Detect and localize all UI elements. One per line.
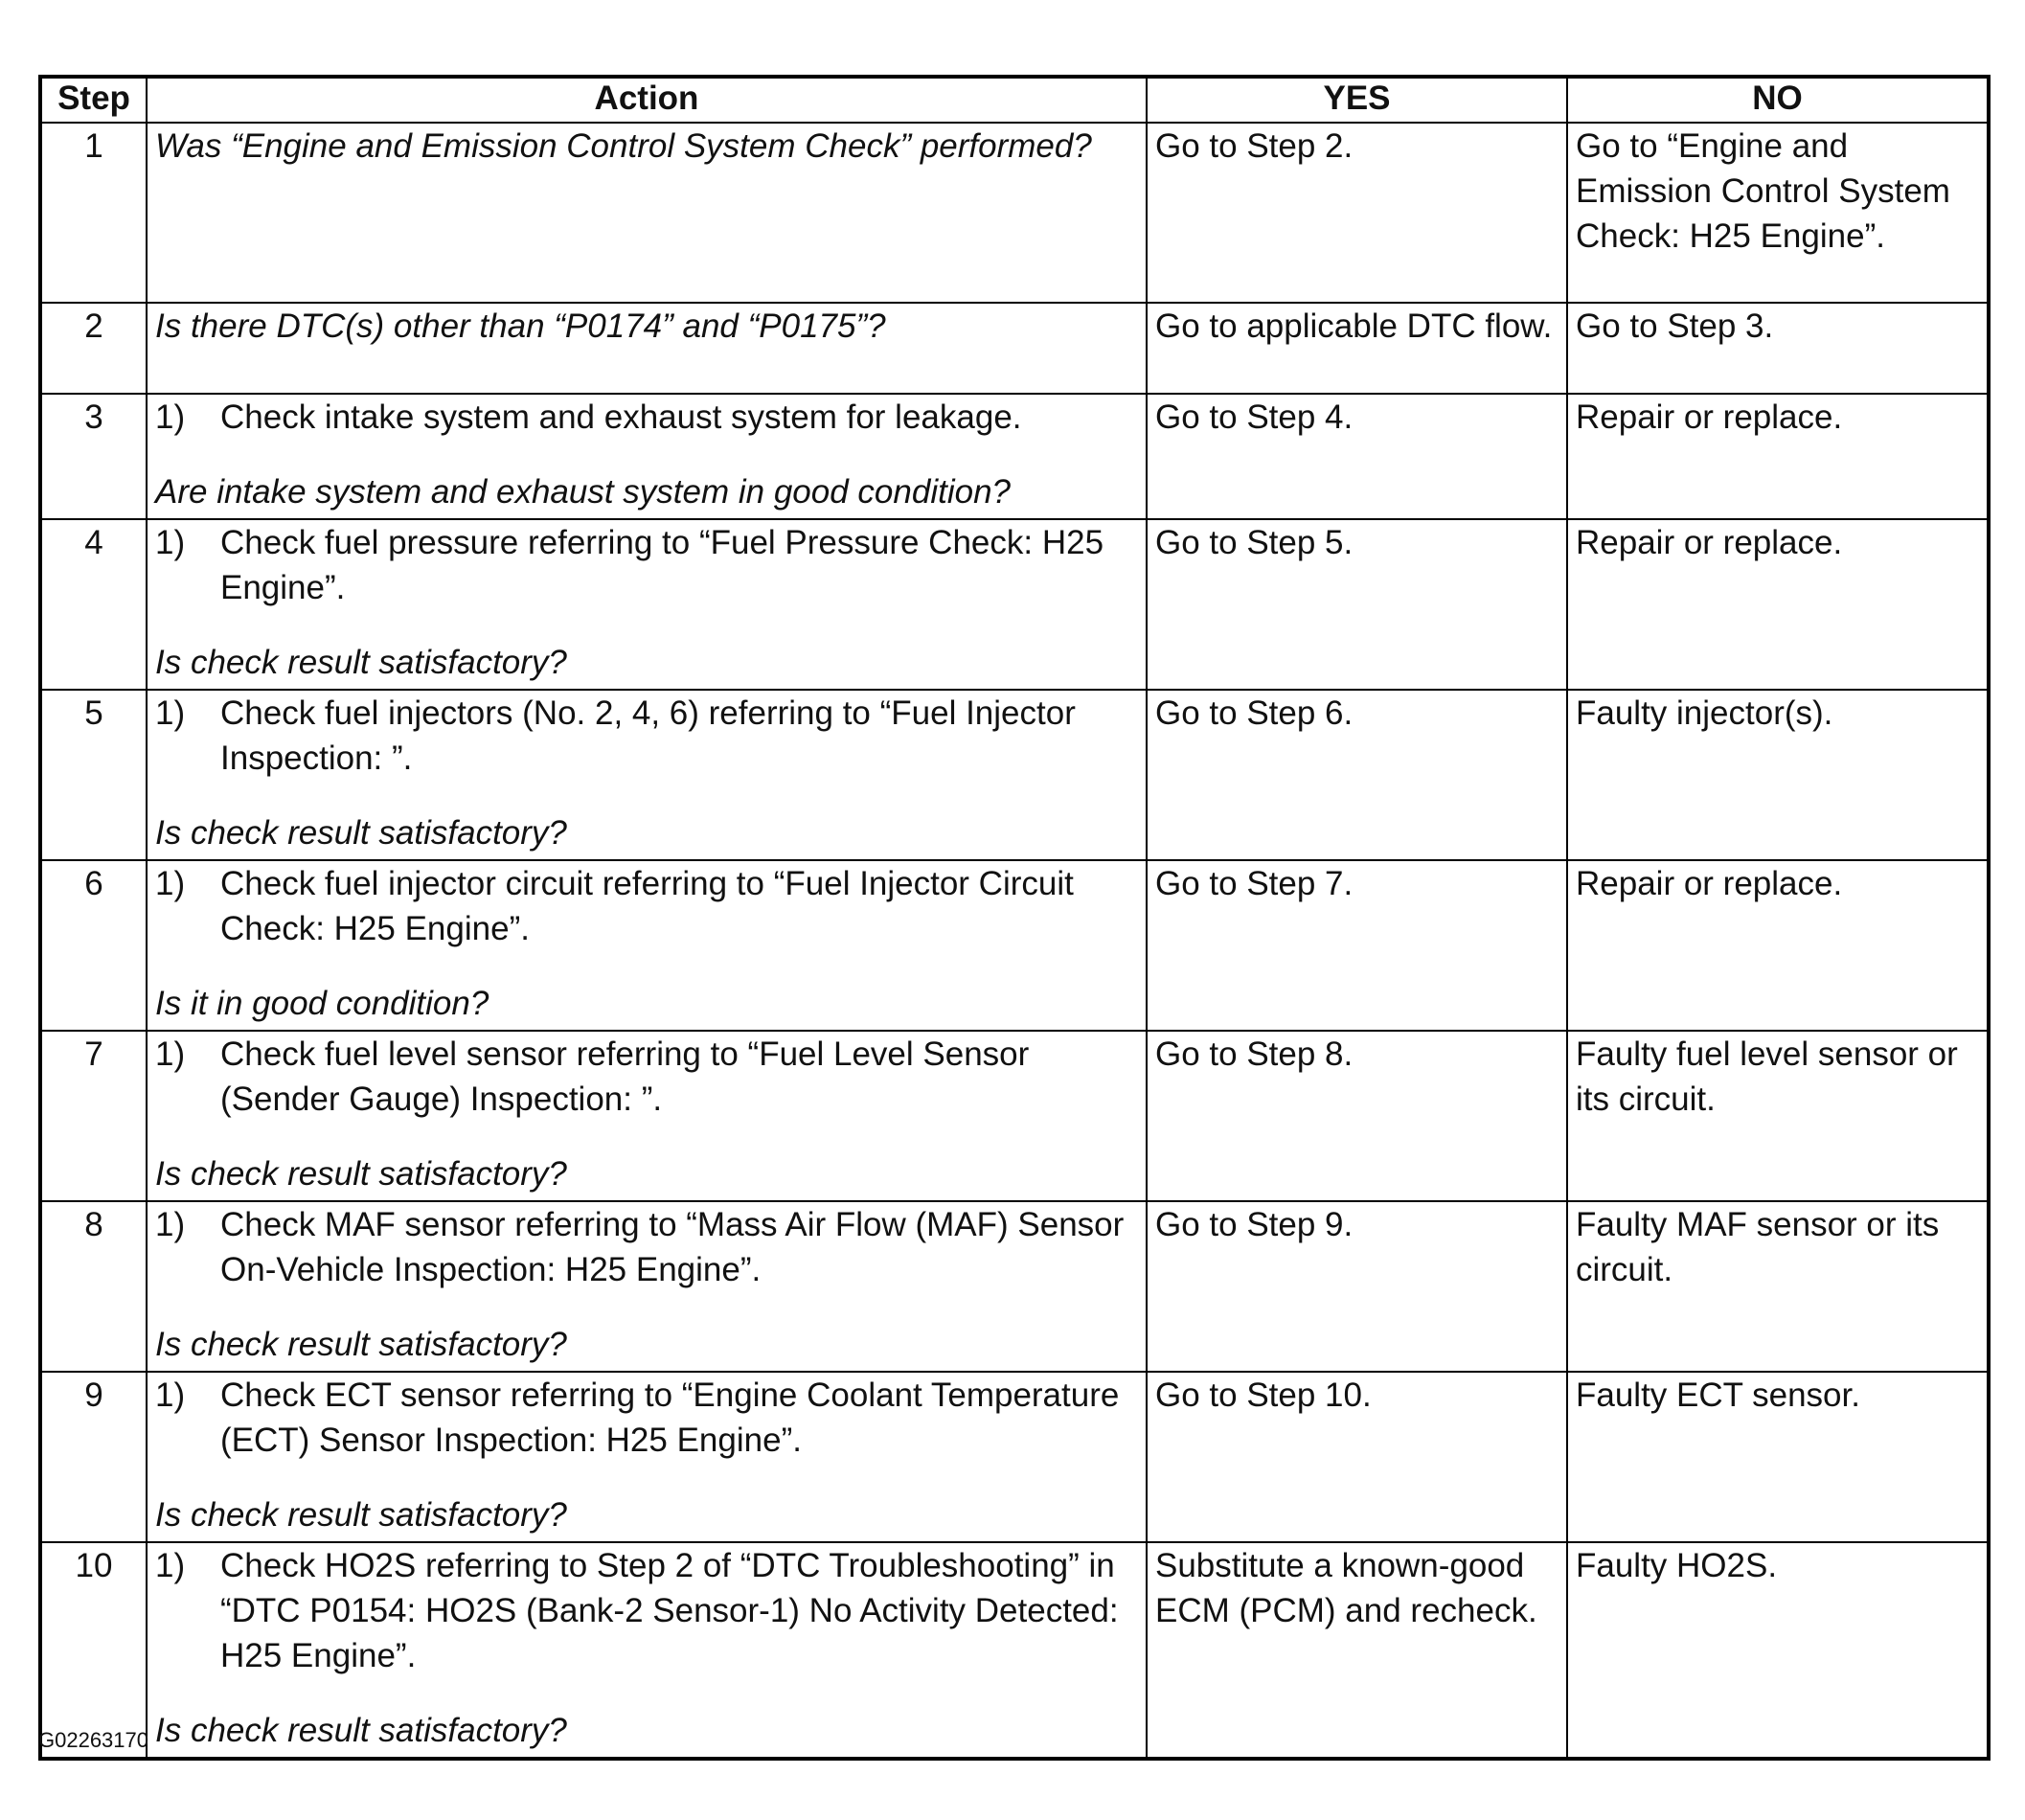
step-number: 1 [40,123,147,303]
check-question: Is it in good condition? [155,985,489,1022]
check-question: Was “Engine and Emission Control System Check” performed? [155,127,1092,165]
header-yes: YES [1147,77,1567,123]
diagnosis-table [38,75,1991,1761]
instruction-text: Check MAF sensor referring to “Mass Air Flow (MAF) Sensor On-Vehicle Inspection: H25 Engine”. [220,1206,1125,1288]
table-row [40,860,1989,1031]
no-cell: Go to Step 3. [1567,303,1989,394]
check-question: Is check result satisfactory? [155,1155,567,1193]
action-instruction [155,1032,1138,1122]
step-number: 10 [40,1542,147,1759]
yes-cell: Go to Step 5. [1147,519,1567,690]
check-question: Is check result satisfactory? [155,814,567,852]
yes-cell: Go to Step 7. [1147,860,1567,1031]
instruction-number: 1) [155,398,186,436]
yes-cell: Go to Step 4. [1147,394,1567,519]
table-row [40,303,1989,394]
action-cell [147,690,1147,860]
instruction-number: 1) [155,1035,186,1073]
no-cell: Go to “Engine and Emission Control System Check: H25 Engine”. [1567,123,1989,303]
yes-cell: Go to Step 2. [1147,123,1567,303]
header-no: NO [1567,77,1989,123]
step-number: 4 [40,519,147,690]
action-cell [147,860,1147,1031]
action-instruction [155,395,1138,440]
step-number: 5 [40,690,147,860]
table-row [40,123,1989,303]
table-row [40,519,1989,690]
action-cell [147,1031,1147,1201]
action-cell [147,303,1147,394]
no-cell: Faulty HO2S. [1567,1542,1989,1759]
instruction-text: Check fuel level sensor referring to “Fuel Level Sensor (Sender Gauge) Inspection: ”. [220,1035,1030,1118]
figure-id: G02263170 [38,1728,148,1752]
no-cell: Faulty MAF sensor or its circuit. [1567,1201,1989,1372]
instruction-text: Check ECT sensor referring to “Engine Coolant Temperature (ECT) Sensor Inspection: H25 Engine”. [220,1376,1120,1459]
table-row [40,1542,1989,1759]
action-cell [147,1201,1147,1372]
check-question: Is there DTC(s) other than “P0174” and “P0175”? [155,307,886,345]
action-instruction [155,1373,1138,1463]
action-instruction [155,691,1138,781]
step-number: 9 [40,1372,147,1542]
no-cell: Repair or replace. [1567,394,1989,519]
no-cell: Faulty ECT sensor. [1567,1372,1989,1542]
yes-cell: Go to Step 8. [1147,1031,1567,1201]
action-cell [147,1372,1147,1542]
table-row [40,394,1989,519]
action-instruction [155,520,1138,610]
no-cell: Faulty fuel level sensor or its circuit. [1567,1031,1989,1201]
instruction-number: 1) [155,865,186,902]
check-question: Is check result satisfactory? [155,1712,567,1749]
table-row [40,1031,1989,1201]
instruction-number: 1) [155,1206,186,1243]
action-instruction [155,861,1138,951]
instruction-text: Check fuel pressure referring to “Fuel Pressure Check: H25 Engine”. [220,524,1104,606]
instruction-text: Check fuel injectors (No. 2, 4, 6) referring to “Fuel Injector Inspection: ”. [220,694,1076,777]
table-row [40,1372,1989,1542]
instruction-number: 1) [155,1376,186,1414]
action-instruction [155,1543,1138,1678]
header-step: Step [40,77,147,123]
yes-cell: Go to Step 10. [1147,1372,1567,1542]
check-question: Is check result satisfactory? [155,1326,567,1363]
check-question: Are intake system and exhaust system in good condition? [155,473,1011,511]
instruction-number: 1) [155,1547,186,1584]
no-cell: Faulty injector(s). [1567,690,1989,860]
action-cell [147,1542,1147,1759]
table-row [40,1201,1989,1372]
step-number: 7 [40,1031,147,1201]
step-number: 3 [40,394,147,519]
instruction-text: Check fuel injector circuit referring to “Fuel Injector Circuit Check: H25 Engine”. [220,865,1074,947]
table-row [40,690,1989,860]
header-action: Action [147,77,1147,123]
no-cell: Repair or replace. [1567,860,1989,1031]
yes-cell: Go to Step 6. [1147,690,1567,860]
yes-cell: Go to Step 9. [1147,1201,1567,1372]
step-number: 6 [40,860,147,1031]
yes-cell: Go to applicable DTC flow. [1147,303,1567,394]
action-cell [147,519,1147,690]
yes-cell: Substitute a known-good ECM (PCM) and recheck. [1147,1542,1567,1759]
action-cell [147,123,1147,303]
action-cell [147,394,1147,519]
instruction-text: Check intake system and exhaust system for leakage. [220,398,1022,436]
step-number: 8 [40,1201,147,1372]
instruction-number: 1) [155,694,186,732]
step-number: 2 [40,303,147,394]
action-instruction [155,1202,1138,1292]
no-cell: Repair or replace. [1567,519,1989,690]
check-question: Is check result satisfactory? [155,644,567,681]
check-question: Is check result satisfactory? [155,1496,567,1534]
instruction-number: 1) [155,524,186,561]
table-header-row [40,77,1989,123]
instruction-text: Check HO2S referring to Step 2 of “DTC Troubleshooting” in “DTC P0154: HO2S (Bank-2 Sensor-1) No Activity Detected: H25 Engine”. [220,1547,1119,1674]
